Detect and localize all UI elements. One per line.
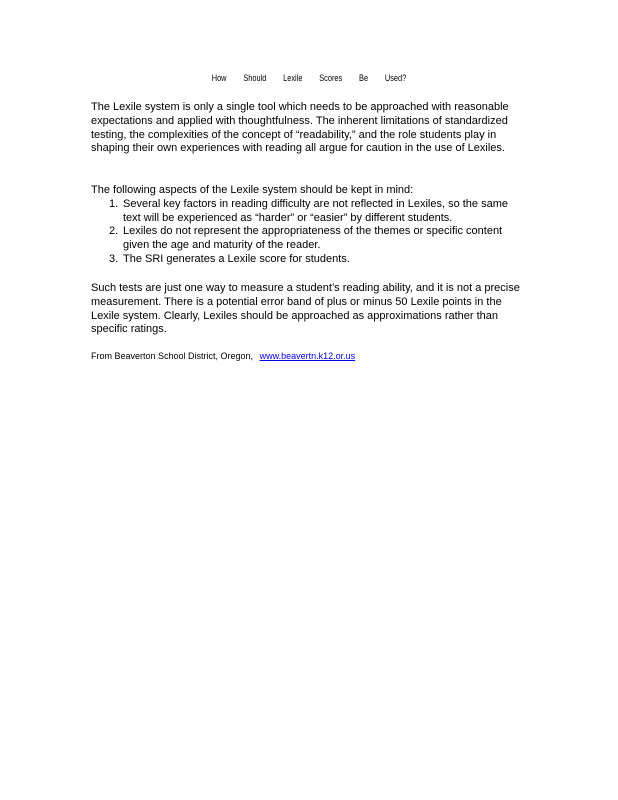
list-item-number: 2. xyxy=(109,225,119,238)
paragraph-conclusion: Such tests are just one way to measure a student’s reading ability, and it is not a precise measurement. There is a potential error band of plus or minus 50 Lexile points in the Lexile system. Clearly, Lexiles should be approached as approximations rather than specific ratings. xyxy=(91,282,520,336)
title-word: Lexile xyxy=(283,73,303,83)
title-word: Should xyxy=(243,73,267,83)
title-word: Used? xyxy=(384,73,407,83)
list-item-number: 3. xyxy=(109,252,119,265)
list-item-text: Several key factors in reading difficulty are not reflected in Lexiles, so the same text will be experienced as “harder” or “easier” by different students. xyxy=(123,197,508,224)
aspects-list xyxy=(91,198,527,267)
list-item xyxy=(109,197,527,226)
document-title xyxy=(56,73,563,83)
source-label: From Beaverton School District, Oregon, xyxy=(91,351,254,361)
title-word: How xyxy=(211,73,227,83)
list-item xyxy=(109,252,527,267)
title-word: Scores xyxy=(319,73,343,83)
paragraph-intro: The Lexile system is only a single tool which needs to be approached with reasonable expectations and applied with thoughtfulness. The inherent limitations of standardized testing, the complexities of the concept of “readability,” and the role students play in shaping their own experiences with reading all argue for caution in the use of Lexiles. xyxy=(91,101,509,155)
list-item-number: 1. xyxy=(109,197,119,210)
source-link[interactable]: www.beavertn.k12.or.us xyxy=(259,351,356,361)
list-item xyxy=(109,225,527,253)
list-item-text: The SRI generates a Lexile score for students. xyxy=(123,252,350,265)
source-citation xyxy=(91,351,521,361)
aspects-intro: The following aspects of the Lexile system should be kept in mind: xyxy=(91,184,414,196)
list-item-text: Lexiles do not represent the appropriateness of the themes or specific content given the age and maturity of the reader. xyxy=(123,225,503,252)
aspects-section xyxy=(91,184,527,267)
title-word: Be xyxy=(359,73,369,83)
